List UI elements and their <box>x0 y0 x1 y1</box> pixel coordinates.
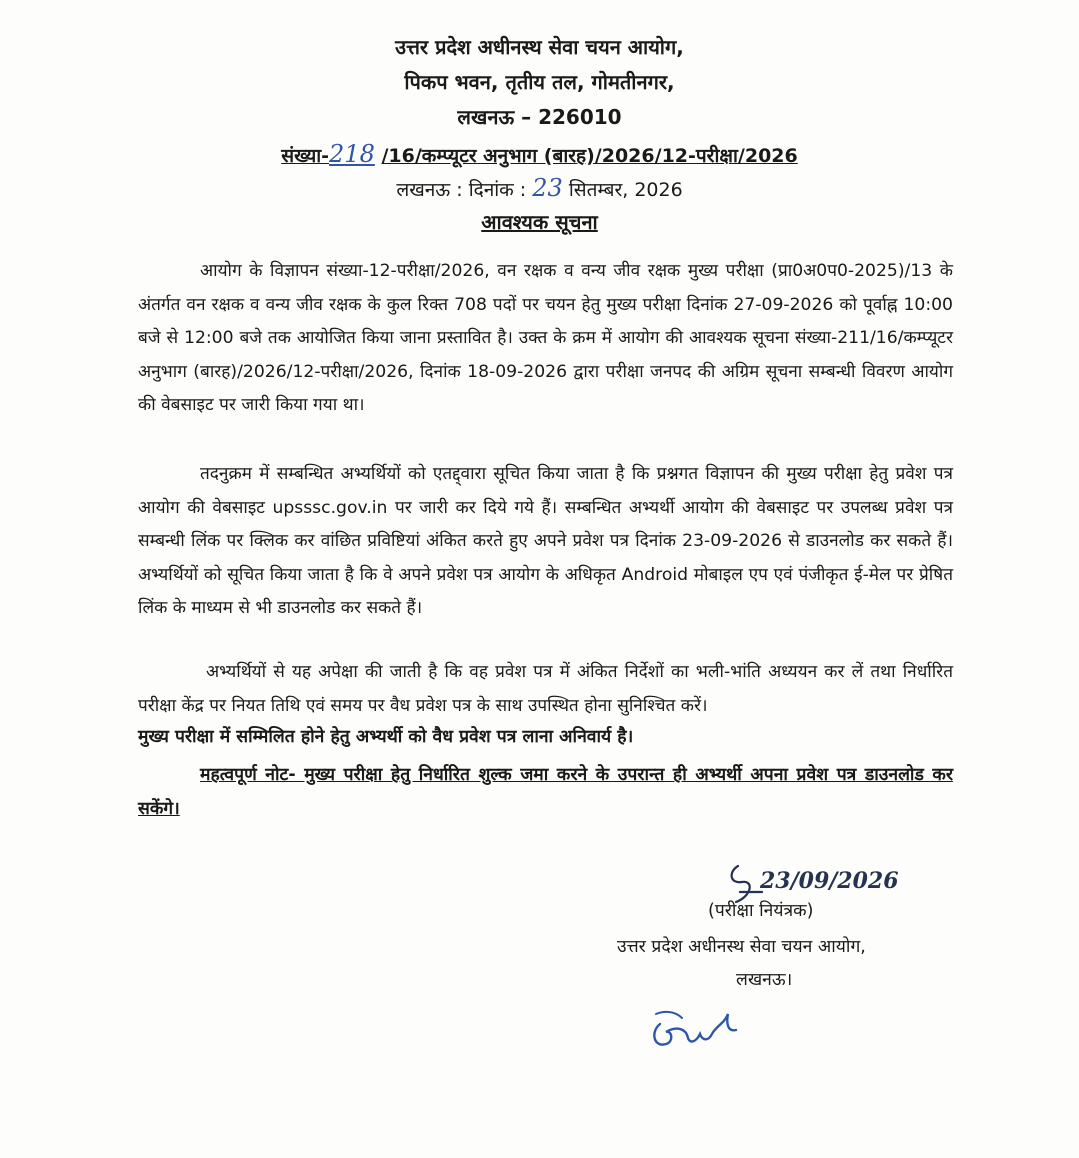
date-suffix: सितम्बर, 2026 <box>568 179 683 201</box>
date-line <box>0 174 1079 202</box>
signatory-city: लखनऊ। <box>736 970 793 990</box>
org-city-pincode: लखनऊ – 226010 <box>457 105 622 129</box>
notice-title: आवश्यक सूचना <box>481 210 598 234</box>
reference-suffix: /16/कम्प्यूटर अनुभाग (बारह)/2026/12-परीक्षा/2026 <box>381 145 798 167</box>
signature-handwritten-date: 23/09/2026 <box>760 868 899 894</box>
org-name-heading: उत्तर प्रदेश अधीनस्थ सेवा चयन आयोग, <box>395 35 684 59</box>
date-handwritten-day: 23 <box>532 174 563 202</box>
org-address-line: पिकप भवन, तृतीय तल, गोमतीनगर, <box>404 70 675 94</box>
paragraph-exam-details: आयोग के विज्ञापन संख्या-12-परीक्षा/2026, वन रक्षक व वन्य जीव रक्षक मुख्य परीक्षा (प्रा0अ0प0-2025)/13 के अंतर्गत वन रक्षक व वन्य जीव रक्षक के कुल रिक्त 708 पदों पर चयन हेतु मुख्य परीक्षा दिनांक 27-09-2026 को पूर्वाह्न 10:00 बजे से 12:00 बजे तक आयोजित किया जाना प्रस्तावित है। उक्त के क्रम में आयोग की आवश्यक सूचना संख्या-211/16/कम्प्यूटर अनुभाग (बारह)/2026/12-परीक्षा/2026, दिनांक 18-09-2026 द्वारा परीक्षा जनपद की अग्रिम सूचना सम्बन्धी विवरण आयोग की वेबसाइट पर जारी किया गया था। <box>138 261 953 415</box>
mandatory-admit-card-note: मुख्य परीक्षा में सम्मिलित होने हेतु अभ्यर्थी को वैध प्रवेश पत्र लाना अनिवार्य है। <box>138 727 634 747</box>
reference-handwritten-number: 218 <box>329 140 375 168</box>
signatory-organization: उत्तर प्रदेश अधीनस्थ सेवा चयन आयोग, <box>617 937 866 957</box>
initials-scribble <box>646 1002 746 1062</box>
reference-number-line <box>0 140 1079 168</box>
date-prefix: लखनऊ : दिनांक : <box>396 179 527 201</box>
important-fee-note: महत्वपूर्ण नोट- मुख्य परीक्षा हेतु निर्धारित शुल्क जमा करने के उपरान्त ही अभ्यर्थी अपना प्रवेश पत्र डाउनलोड कर सकेंगे। <box>138 765 953 819</box>
paragraph-candidate-instructions: अभ्यर्थियों से यह अपेक्षा की जाती है कि वह प्रवेश पत्र में अंकित निर्देशों का भली-भांति अध्ययन कर लें तथा निर्धारित परीक्षा केंद्र पर नियत तिथि एवं समय पर वैध प्रवेश पत्र के साथ उपस्थित होना सुनिश्चित करें। <box>138 662 953 716</box>
reference-prefix: संख्या- <box>281 145 330 167</box>
paragraph-admit-card: तदनुक्रम में सम्बन्धित अभ्यर्थियों को एतद्द्वारा सूचित किया जाता है कि प्रश्नगत विज्ञापन की मुख्य परीक्षा हेतु प्रवेश पत्र आयोग की वेबसाइट upsssc.gov.in पर जारी कर दिये गये हैं। सम्बन्धित अभ्यर्थी आयोग की वेबसाइट पर उपलब्ध प्रवेश पत्र सम्बन्धी लिंक पर क्लिक कर वांछित प्रविष्टियां अंकित करते हुए अपने प्रवेश पत्र दिनांक 23-09-2026 से डाउनलोड कर सकते हैं। अभ्यर्थियों को सूचित किया जाता है कि वे अपने प्रवेश पत्र आयोग के अधिकृत Android मोबाइल एप एवं पंजीकृत ई-मेल पर प्रेषित लिंक के माध्यम से भी डाउनलोड कर सकते हैं। <box>138 464 953 618</box>
signatory-role: (परीक्षा नियंत्रक) <box>708 901 814 921</box>
